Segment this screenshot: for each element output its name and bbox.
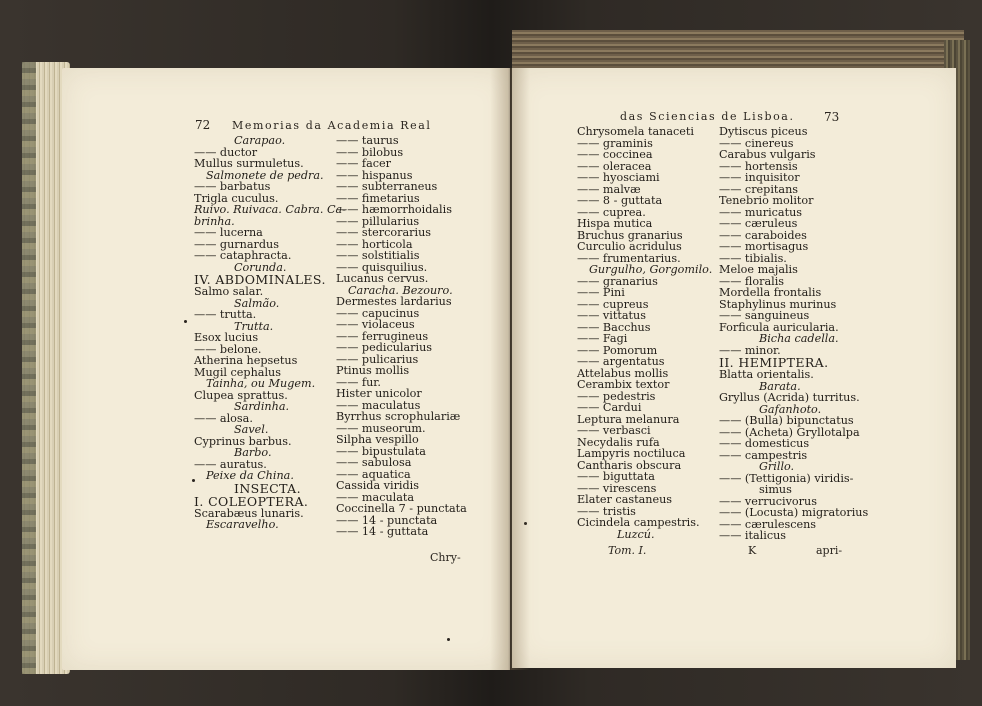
text-line: Cassida viridis	[336, 479, 419, 492]
text-line: —— 14 - guttata	[336, 525, 429, 538]
text-line: simus	[759, 483, 792, 496]
text-line: IV. ABDOMINALES.	[194, 272, 326, 287]
text-line: —— malvæ	[577, 182, 641, 196]
ink-speck	[184, 320, 187, 323]
text-line: —— oleracea	[577, 159, 652, 173]
text-line: —— maculatus	[336, 398, 421, 412]
text-line: —— (Bulla) bipunctatus	[719, 414, 854, 427]
text-line: —— pulicarius	[336, 352, 419, 366]
text-line: —— aquatica	[336, 467, 411, 481]
text-line: —— sabulosa	[336, 456, 412, 469]
text-line: Escaravelho.	[206, 518, 279, 531]
text-line: Lucanus cervus.	[336, 272, 429, 285]
text-line: —— maculata	[336, 490, 415, 504]
text-line: —— domesticus	[719, 437, 810, 450]
text-line: —— cæruleus	[719, 217, 798, 230]
text-line: Cicindela campestris.	[577, 516, 700, 529]
text-line: Dytiscus piceus	[719, 125, 808, 138]
text-line: Curculio acridulus	[577, 240, 682, 253]
text-line: —— solstitialis	[336, 249, 420, 262]
text-line: —— biguttata	[577, 470, 655, 483]
text-line: —— (Locusta) migratorius	[719, 506, 869, 519]
text-line: Bicha cadella.	[759, 332, 839, 345]
text-line: —— ductor	[194, 145, 258, 159]
text-line: Caracha. Bezouro.	[348, 283, 453, 297]
text-line: —— pedestris	[577, 389, 656, 403]
text-line: —— taurus	[336, 134, 399, 147]
text-line: —— fimetarius	[336, 191, 420, 205]
text-line: —— Pini	[577, 286, 625, 299]
page-number: 73	[824, 110, 840, 124]
text-line: Gurgulho, Gorgomilo.	[589, 263, 713, 276]
text-line: —— subterraneus	[336, 180, 438, 193]
page-number: 72	[195, 118, 211, 132]
text-line: Salmão.	[234, 296, 280, 310]
text-line: —— Bacchus	[577, 320, 651, 334]
text-line: Sardinha.	[234, 400, 290, 413]
text-line: —— granarius	[577, 274, 658, 288]
page-block-edge-top	[512, 30, 964, 70]
text-line: —— coccinea	[577, 148, 653, 161]
signature-mark: K	[748, 544, 757, 557]
right-column-2	[719, 126, 868, 542]
text-line: Cantharis obscura	[577, 458, 682, 472]
text-line: Luzcú.	[617, 527, 655, 541]
left-column-1	[194, 135, 346, 531]
text-line: —— sanguineus	[719, 309, 810, 322]
text-line: Hister unicolor	[336, 387, 422, 400]
text-line: Byrrhus scrophulariæ	[336, 410, 461, 423]
left-page	[62, 68, 510, 670]
text-line: —— Cardui	[577, 401, 642, 414]
text-line: Clupea sprattus.	[194, 388, 288, 402]
text-line: —— minor.	[719, 343, 781, 357]
text-line: —— fur.	[336, 375, 381, 389]
text-line: —— auratus.	[194, 457, 267, 471]
text-line: —— crepitans	[719, 182, 799, 196]
text-line: —— frumentarius.	[577, 251, 681, 265]
text-line: —— 8 - guttata	[577, 194, 663, 207]
text-line: Cerambix textor	[577, 378, 670, 391]
catchword: apri-	[816, 544, 843, 557]
text-line: Mullus surmuletus.	[194, 157, 304, 170]
text-line: —— museorum.	[336, 421, 426, 435]
text-line: Barata.	[759, 379, 801, 393]
text-line: Meloe majalis	[719, 263, 798, 276]
text-line: Trutta.	[234, 319, 274, 333]
text-line: Blatta orientalis.	[719, 368, 814, 381]
text-line: —— bilobus	[336, 145, 404, 159]
text-line: Trigla cuculus.	[194, 191, 279, 205]
ink-speck	[447, 638, 450, 641]
text-line: Staphylinus murinus	[719, 297, 837, 311]
text-line: —— muricatus	[719, 205, 803, 219]
book-gutter	[490, 68, 530, 670]
text-line: —— (Acheta) Gryllotalpa	[719, 425, 860, 439]
text-line: —— floralis	[719, 274, 785, 288]
running-head: Memorias da Academia Real	[232, 119, 432, 132]
text-line: Dermestes lardarius	[336, 295, 452, 308]
text-line: —— argentatus	[577, 355, 665, 368]
text-line: —— barbatus	[194, 180, 271, 193]
text-line: —— graminis	[577, 136, 653, 150]
text-line: —— horticola	[336, 237, 413, 251]
text-line: Scarabæus lunaris.	[194, 506, 304, 520]
text-line: Carapao.	[234, 134, 286, 147]
text-line: —— verrucivorus	[719, 494, 817, 508]
text-line: —— hæmorrhoidalis	[336, 203, 452, 216]
text-line: Atherina hepsetus	[194, 354, 298, 367]
text-line: Gafanhoto.	[759, 402, 822, 416]
text-line: —— pedicularius	[336, 341, 433, 354]
text-line: —— Pomorum	[577, 343, 658, 357]
text-line: Bruchus granarius	[577, 228, 683, 242]
text-line: —— hyosciami	[577, 171, 660, 184]
text-line: —— facer	[336, 157, 391, 170]
text-line: —— cataphracta.	[194, 249, 292, 262]
ink-speck	[192, 479, 195, 482]
text-line: Coccinella 7 - punctata	[336, 502, 467, 515]
text-line: —— campestris	[719, 448, 808, 462]
text-line: Gryllus (Acrida) turritus.	[719, 391, 860, 404]
text-line: —— Fagi	[577, 332, 628, 345]
running-head: das Sciencias de Lisboa.	[620, 110, 795, 123]
text-line: —— cinereus	[719, 136, 794, 150]
right-page	[512, 68, 956, 668]
text-line: Carabus vulgaris	[719, 148, 816, 161]
text-line: —— trutta.	[194, 308, 257, 321]
text-line: Corunda.	[234, 260, 287, 274]
text-line: Cyprinus barbus.	[194, 434, 292, 448]
right-column-1	[577, 126, 712, 540]
text-line: —— alosa.	[194, 411, 253, 425]
text-line: —— italicus	[719, 529, 787, 542]
text-line: —— capucinus	[336, 306, 420, 320]
text-line: Barbo.	[234, 446, 272, 459]
text-line: —— pillularius	[336, 214, 420, 228]
text-line: —— 14 - punctata	[336, 513, 438, 527]
text-line: —— inquisitor	[719, 171, 800, 184]
text-line: Tainha, ou Mugem.	[206, 377, 316, 390]
text-line: —— violaceus	[336, 318, 415, 331]
text-line: Lampyris noctiluca	[577, 447, 686, 460]
text-line: Elater castaneus	[577, 493, 673, 506]
text-line: —— caraboides	[719, 228, 807, 242]
text-line: —— verbasci	[577, 424, 651, 437]
text-line: —— virescens	[577, 481, 657, 495]
signature-line: Tom. I.	[608, 544, 647, 557]
text-line: —— ferrugineus	[336, 329, 429, 343]
text-line: Silpha vespillo	[336, 433, 419, 446]
text-line: Hispa mutica	[577, 217, 653, 230]
text-line: Ptinus mollis	[336, 364, 410, 377]
text-line: —— tristis	[577, 504, 636, 518]
text-line: —— mortisagus	[719, 240, 809, 253]
text-line: —— tibialis.	[719, 251, 787, 265]
text-line: —— vittatus	[577, 309, 646, 322]
text-line: —— stercorarius	[336, 226, 432, 239]
left-column-2	[336, 135, 467, 538]
text-line: Leptura melanura	[577, 412, 680, 426]
text-line: Grillo.	[759, 460, 795, 473]
text-line: —— bipustulata	[336, 444, 426, 458]
text-line: Peixe da China.	[206, 469, 294, 482]
text-line: Ruivo. Ruivaca. Cabra. Ca-	[194, 203, 346, 216]
text-line: Esox lucius	[194, 331, 259, 344]
text-line: —— cuprea.	[577, 205, 646, 219]
text-line: —— (Tettigonia) viridis-	[719, 471, 854, 485]
catchword: Chry-	[430, 551, 461, 564]
text-line: —— belone.	[194, 342, 262, 356]
text-line: Salmo salar.	[194, 285, 264, 298]
text-line: Mordella frontalis	[719, 286, 822, 299]
text-line: —— quisquilius.	[336, 260, 428, 274]
text-line: Salmonete de pedra.	[206, 168, 324, 182]
text-line: II. HEMIPTERA.	[719, 355, 829, 370]
text-line: Savel.	[234, 423, 269, 436]
text-line: —— hortensis	[719, 159, 798, 173]
text-line: —— gurnardus	[194, 237, 279, 251]
marbled-cover-edge	[22, 62, 36, 674]
text-line: Mugil cephalus	[194, 365, 281, 379]
text-line: —— hispanus	[336, 168, 413, 182]
text-line: Chrysomela tanaceti	[577, 125, 694, 138]
text-line: Attelabus mollis	[577, 366, 669, 380]
text-line: —— cærulescens	[719, 517, 817, 531]
text-line: —— lucerna	[194, 226, 263, 239]
text-line: Tenebrio molitor	[719, 194, 814, 207]
text-line: Necydalis rufa	[577, 435, 660, 449]
text-line: —— cupreus	[577, 297, 649, 311]
text-line: brinha.	[194, 214, 235, 228]
text-line: Forficula auricularia.	[719, 320, 839, 334]
text-line: I. COLEOPTERA.	[194, 493, 309, 509]
text-line: INSECTA.	[234, 480, 301, 496]
